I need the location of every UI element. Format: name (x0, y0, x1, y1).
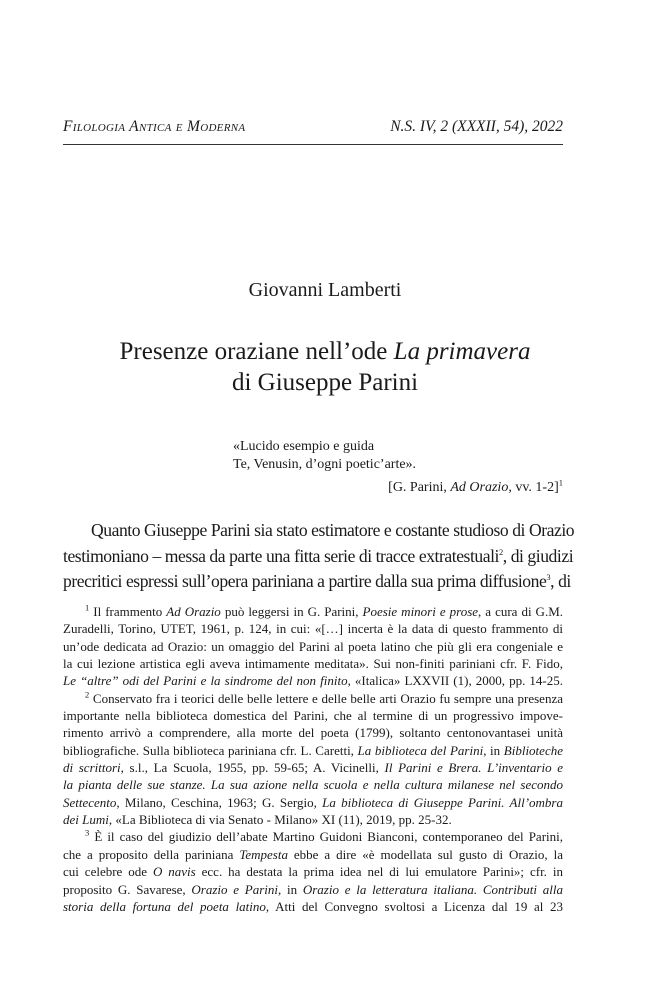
footnote-marker-2: 2 (85, 689, 90, 700)
footnote-italic-text: Orazio e Parini (191, 881, 279, 897)
footnote-2-line (63, 776, 563, 793)
footnote-text: , Atti del Convegno svoltosi a Licenza dal 19 al 23 (265, 898, 564, 914)
footnote-1-line (63, 620, 563, 637)
body-line-text: , di (550, 571, 571, 591)
footnote-3-line (63, 846, 563, 863)
title-line-1-text: Presenze oraziane nell’ode (119, 338, 394, 365)
footnote-text: È il caso del giudizio dell’abate Martino Guidoni Bianconi, contemporaneo del Parini, (94, 829, 563, 845)
body-line-text: testimoniano – messa da parte una fitta serie di tracce extratestuali (63, 545, 499, 566)
footnote-3-line (63, 898, 563, 915)
footnote-italic-text: storia della fortuna del poeta latino (63, 898, 266, 914)
footnote-text: Il frammento (93, 604, 167, 619)
footnote-text: che a proposito della pariniana (63, 846, 240, 862)
footnote-marker-1: 1 (85, 602, 90, 613)
epigraph-source (388, 479, 563, 497)
journal-title: Filologia Antica e Moderna (63, 118, 246, 135)
issue-info: N.S. IV, 2 (XXXII, 54), 2022 (390, 118, 563, 135)
footnote-italic-text: Biblioteche (503, 742, 563, 758)
footnote-2-line (63, 707, 563, 724)
footnote-italic-text: La biblioteca del Parini (357, 742, 484, 758)
footnote-1-line (63, 672, 563, 689)
footnote-italic-text: dei Lumi (63, 812, 109, 828)
epigraph-line-2: Te, Venusin, d’ogni poetic’arte». (233, 457, 417, 472)
body-line-text: , di giudizi (502, 545, 574, 566)
footnote-text: , a cura di G.M. (478, 604, 564, 619)
footnote-text: , «La Biblioteca di via Senato - Milano» XI (11), 2019, pp. 25-32. (108, 812, 452, 828)
footnotes (63, 603, 563, 915)
epigraph-source-range: , vv. 1-2] (508, 480, 559, 495)
footnote-text: bibliografiche. Sulla biblioteca pariniana cfr. L. Caretti, (63, 742, 358, 758)
footnote-italic-text: di scrittori (63, 760, 121, 776)
footnote-italic-text: Ad Orazio (166, 604, 221, 619)
footnote-text: , s.l., La Scuola, 1955, pp. 59-65; A. Vicinelli, (120, 760, 385, 776)
title-italic-work: La primavera (393, 338, 531, 365)
footnote-ref-1[interactable]: 1 (558, 477, 563, 488)
footnote-italic-text: Il Parini e Brera. L’inventario e (384, 760, 564, 776)
article-author: Giovanni Lamberti (248, 279, 402, 301)
article-title (0, 336, 650, 398)
footnote-text: un’ode dedicata ad Orazio: un omaggio del Parini al poeta latino che più gli era congeniale e (63, 638, 563, 654)
footnote-text: , in (483, 742, 504, 758)
footnote-text: rimento arrivò a comprendere, alla morte del poeta (1799), soltanto centonovantasei unità (63, 725, 563, 741)
footnote-italic-text: la pianta delle sue stanze. La sua azione nella scuola e nella cultura milanese nel secondo (63, 777, 563, 793)
footnote-2-line (63, 794, 563, 811)
footnote-2-line (63, 724, 563, 741)
header-rule (63, 144, 563, 145)
body-line: Quanto Giuseppe Parini sia stato estimatore e costante studioso di Orazio (91, 520, 575, 540)
title-line-1 (0, 336, 650, 367)
body-line (63, 569, 571, 595)
footnote-italic-text: Poesie minori e prose (362, 604, 479, 619)
footnote-italic-text: Settecento (63, 794, 117, 810)
body-paragraph (63, 518, 575, 595)
footnote-italic-text: Le “altre” odi del Parini e la sindrome del non finito (63, 673, 348, 689)
footnote-italic-text: Orazio e la letteratura italiana. Contributi alla (302, 881, 563, 897)
footnote-text: Zuradelli, Torino, UTET, 1961, p. 124, in cui: «[…] incerta è la data di questo frammento di (63, 621, 563, 637)
footnote-3-line (63, 881, 563, 898)
footnote-text: cui celebre ode (63, 864, 153, 880)
footnote-text: può leggersi in G. Parini, (220, 604, 363, 619)
footnote-2-line (63, 742, 563, 759)
footnote-text: Conservato fra i teorici delle belle lettere e delle belle arti Orazio fu sempre una presenza (92, 690, 563, 706)
footnote-italic-text: Tempesta (239, 846, 288, 862)
footnote-text: , «Italica» LXXVII (1), 2000, pp. 14-25. (347, 673, 563, 689)
footnote-text: importante nella biblioteca domestica del Parini, che al termine di un progressivo impove- (63, 708, 563, 724)
footnote-text: ecc. ha destata la prima idea nel di lui emulatore Parini»; cfr. in (195, 864, 563, 880)
footnote-italic-text: La biblioteca di Giuseppe Parini. All’ombra (322, 794, 563, 810)
epigraph-source-text: [G. Parini, (388, 480, 451, 495)
epigraph-line-1: «Lucido esempio e guida (233, 439, 375, 454)
footnote-text: la cui lezione artistica egli aveva intimamente meditata». Sui non-finiti pariniani cfr. F. Fido, (63, 656, 563, 672)
footnote-3-line (63, 863, 563, 880)
epigraph (233, 438, 563, 474)
footnote-1-line (63, 603, 563, 620)
footnote-marker-3: 3 (85, 828, 90, 839)
footnote-2-line (63, 759, 563, 776)
footnote-ref-3[interactable]: 3 (546, 572, 551, 583)
title-line-2: di Giuseppe Parini (231, 369, 419, 396)
footnote-text: , in (278, 881, 303, 897)
body-line-text: precritici espressi sull’opera pariniana a partire dalla sua prima diffusione (63, 571, 547, 591)
footnote-text: ebbe a dire «è modellata sul gusto di Orazio, la (287, 846, 563, 862)
footnote-italic-text: O navis (152, 864, 196, 880)
epigraph-source-work: Ad Orazio (450, 480, 509, 495)
footnote-1-line (63, 638, 563, 655)
footnote-1-line (63, 655, 563, 672)
footnote-2-line (63, 690, 563, 707)
footnote-text: , Milano, Ceschina, 1963; G. Sergio, (116, 794, 323, 810)
footnote-2-line (63, 811, 563, 828)
footnote-ref-2[interactable]: 2 (498, 546, 503, 557)
footnote-text: proposito G. Savarese, (63, 881, 192, 897)
footnote-3-line (63, 828, 563, 845)
body-line (63, 544, 574, 570)
